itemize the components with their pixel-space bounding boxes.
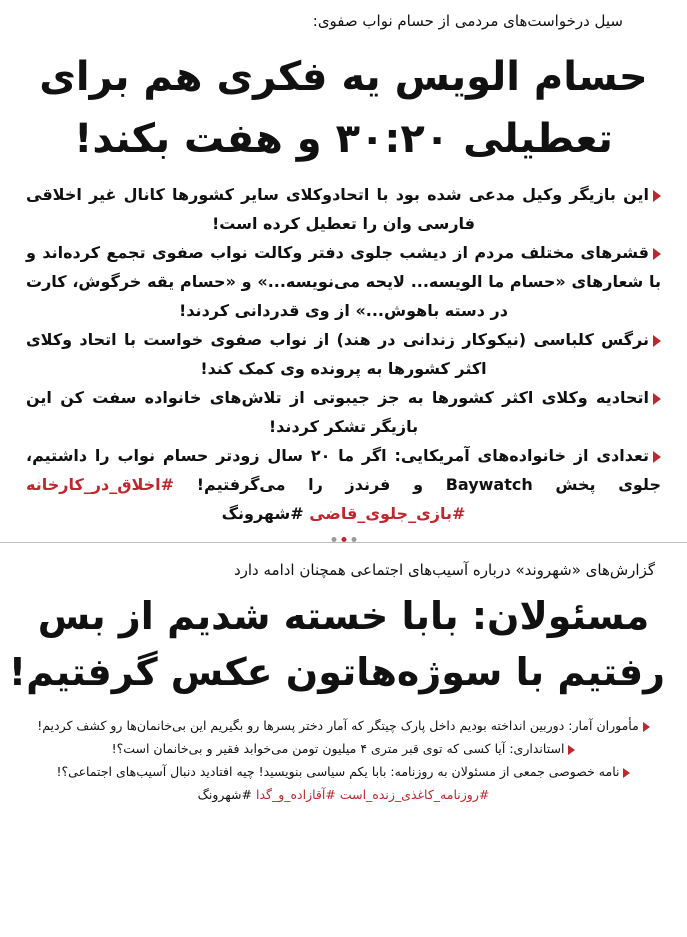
article-2-headline-line-2: رفتیم با سوژه‌هاتون عکس گرفتیم! bbox=[8, 650, 665, 694]
article-1 bbox=[22, 0, 665, 528]
divider-dot-icon bbox=[351, 537, 356, 542]
divider-dot-icon bbox=[341, 537, 346, 542]
section-divider bbox=[0, 534, 687, 552]
list-item: مأموران آمار: دوربین انداخته بودیم داخل پارک چیتگر که آمار دختر پسرها رو بگیریم این بی‌خانمان‌ها رو کشف کردیم! bbox=[22, 714, 665, 737]
list-item: نرگس کلباسی (نیکوکار زندانی در هند) از نواب صفوی خواست با اتحاد وکلای اکثر کشورها به پرونده وی کمک کند! bbox=[22, 325, 665, 383]
divider-dot-icon bbox=[331, 537, 336, 542]
list-item: این بازیگر وکیل مدعی شده بود با اتحادوکلای سایر کشورها کانال غیر اخلاقی فارسی وان را تعطیل کرده است! bbox=[22, 180, 665, 238]
list-item-last: تعدادی از خانواده‌های آمریکایی: اگر ما ۲۰ سال زودتر حسام نواب را داشتیم، جلوی پخش Baywatch و فرندز را می‌گرفتیم! #اخلاق_در_کارخانه #بازی_جلوی_قاضی #شهرونگ bbox=[26, 446, 661, 523]
red-triangle-bullet-icon bbox=[568, 745, 575, 755]
article-2 bbox=[8, 560, 665, 806]
red-triangle-bullet-icon bbox=[653, 190, 661, 202]
article-2-hashtags: #روزنامه_کاغذی_زنده_است #آقازاده_و_گدا bbox=[255, 787, 490, 802]
article-1-headline-line-1: حسام الویس یه فکری هم برای bbox=[39, 54, 648, 100]
red-triangle-bullet-icon bbox=[653, 335, 661, 347]
list-item: اتحادیه وکلای اکثر کشورها به جز جیبوتی از تلاش‌های خانواده سفت کن این بازیگر تشکر کردند! bbox=[22, 383, 665, 441]
divider-rule bbox=[0, 542, 687, 543]
list-item: استانداری: آیا کسی که توی قبر متری ۴ میلیون تومن می‌خوابد فقیر و بی‌خانمان است؟! bbox=[22, 737, 665, 760]
divider-dots bbox=[325, 537, 362, 542]
article-1-bullet-list bbox=[22, 180, 665, 528]
article-1-headline-line-2: تعطیلی ۳۰:۲۰ و هفت بکند! bbox=[74, 116, 613, 162]
red-triangle-bullet-icon bbox=[653, 451, 661, 463]
red-triangle-bullet-icon bbox=[623, 768, 630, 778]
article-2-kicker: گزارش‌های «شهروند» درباره آسیب‌های اجتماعی همچنان ادامه دارد bbox=[233, 561, 655, 579]
article-2-bullet-list bbox=[22, 714, 665, 783]
list-item: قشرهای مختلف مردم از دیشب جلوی دفتر وکالت نواب صفوی تجمع کرده‌اند و با شعارهای «حسام ما الویسه... لایحه می‌نویسه...» و «حسام یقه خرگوش، کارت در دسته باهوش...» از وی قدردانی کردند! bbox=[26, 243, 661, 320]
article-1-headline bbox=[22, 46, 665, 170]
red-triangle-bullet-icon bbox=[643, 722, 650, 732]
red-triangle-bullet-icon bbox=[653, 393, 661, 405]
article-2-hashtag-line bbox=[22, 783, 665, 806]
article-1-kicker: سیل درخواست‌های مردمی از حسام نواب صفوی: bbox=[312, 12, 623, 30]
list-item: نامه خصوصی جمعی از مسئولان به روزنامه: بابا یکم سیاسی بنویسید! چیه افتادید دنبال آسیب‌های اجتماعی؟! bbox=[22, 760, 665, 783]
article-1-hashtag-brand: #شهرونگ bbox=[221, 504, 304, 523]
article-2-headline-line-1: مسئولان: بابا خسته شدیم از بس bbox=[37, 594, 650, 638]
red-triangle-bullet-icon bbox=[653, 248, 661, 260]
article-1-hashtags: #اخلاق_در_کارخانه #بازی_جلوی_قاضی bbox=[26, 475, 466, 523]
article-2-headline bbox=[8, 588, 665, 700]
article-2-hashtag-brand: #شهرونگ bbox=[197, 787, 252, 802]
